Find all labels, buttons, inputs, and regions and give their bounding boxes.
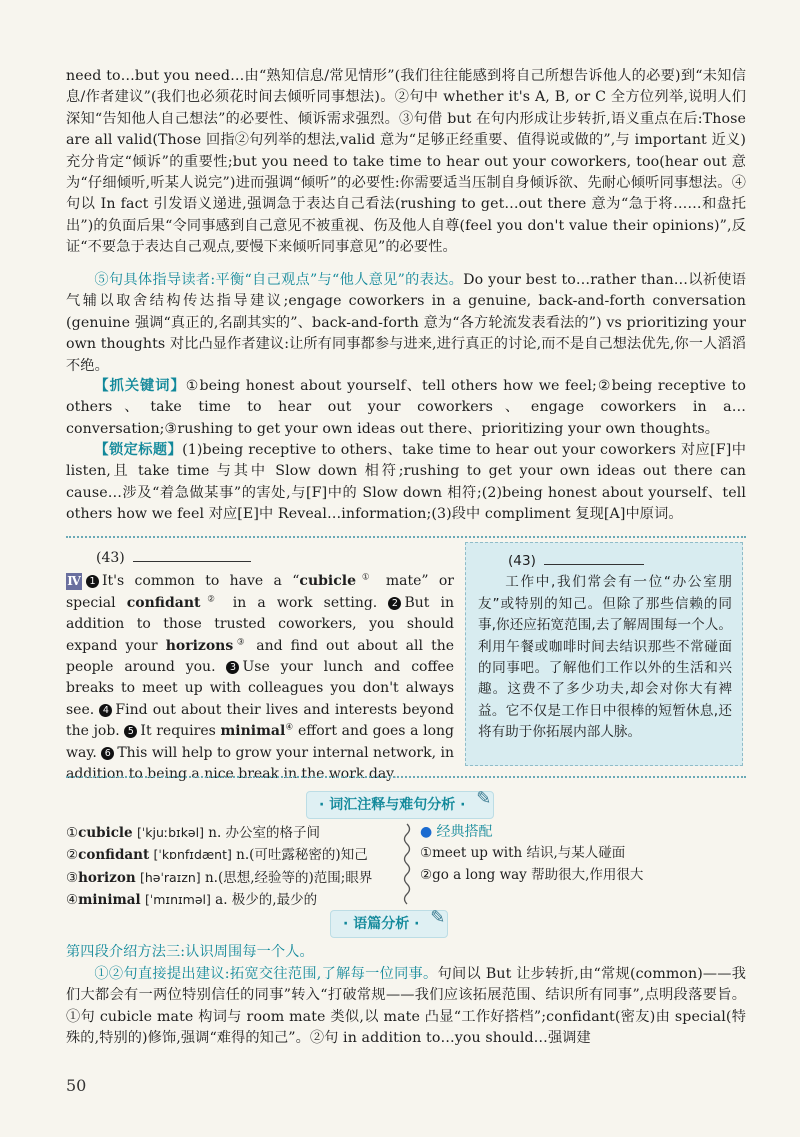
chain-divider-icon [401, 822, 413, 906]
paragraph-5-lead: ⑤句具体指导读者:平衡“自己观点”与“他人意见”的表达。 [94, 272, 464, 288]
vocab-item: ③horizon [həˈraɪzn] n.(思想,经验等的)范围;眼界 [66, 869, 373, 886]
sentence-text: Use your lunch and coffee breaks to meet up with colleagues you don't always see. [66, 659, 454, 718]
page-number: 50 [66, 1076, 87, 1095]
keywords-paragraph [66, 376, 746, 440]
question-number: (43) [96, 550, 125, 566]
bullet-icon: ● [420, 824, 433, 840]
vocab-ref: ① [355, 572, 376, 583]
analysis-heading: 第四段介绍方法三:认识周围每一个人。 [66, 944, 314, 960]
sentence-text: in a work setting. [221, 594, 389, 611]
sentence-number: 6 [101, 747, 114, 760]
collocation-item: ②go a long way 帮助很大,作用很大 [420, 866, 644, 883]
analysis-banner-label: · 语篇分析 · [343, 916, 420, 932]
collocation-item: ①meet up with 结识,与某人碰面 [420, 845, 626, 862]
vocab-item: ④minimal [ˈmɪnɪməl] a. 极少的,最少的 [66, 891, 318, 908]
vocab-ref: ④ [285, 722, 294, 733]
sentence-text: effort and goes a long way. [66, 723, 455, 761]
paragraph-5-body: Do your best to…rather than…以祈使语气辅以取舍结构传达指导建议;engage coworkers in a genuine, back-and-forth conversation (genuine 强调“真正的,名副其实的”、back-and-forth 意为“各方轮流发表看法的”) vs prioritizing your own thoughts 对比凸显作者建议:让所有同事都参与进来,进行真正的讨论,而不是自己想法优先,你一人滔滔不绝。 [66, 272, 746, 374]
vocab-word: cubicle [299, 573, 356, 590]
vocab-ref: ② [200, 594, 222, 605]
sentence-number: 1 [86, 575, 99, 588]
paragraph-marker: Ⅳ [67, 574, 81, 589]
question-43-line [96, 548, 454, 569]
vocab-word: horizons [165, 637, 234, 654]
translation-question-number: (43) [508, 553, 536, 569]
translation-answer-blank[interactable] [544, 552, 644, 565]
passage-translation-box [465, 542, 743, 766]
vocab-item: ②confidant [ˈkɒnfɪdænt] n.(可吐露秘密的)知己 [66, 847, 368, 864]
sentence-text: This will help to grow your internal network, in addition to being a nice break in the work day. [66, 744, 455, 783]
vocab-item: ①cubicle [ˈkjuːbɪkəl] n. 办公室的格子间 [66, 825, 321, 841]
collocations-title: ● 经典搭配 [420, 824, 493, 840]
vocab-ref: ③ [233, 636, 249, 647]
title-lock-label: 【锁定标题】 [94, 442, 183, 458]
analysis-paragraph-continued: need to…but you need…由“熟知信息/常见情形”(我们往往能感到将自己所想告诉他人的必要)到“未知信息/作者建议”(我们也必须花时间去倾听同事想法)。②句中 whether it's A, B, or C 全方位列举,说明人们深知“告知他人自己想法”的必要性、倾诉需求强烈。③句借 but 在句内形成让步转折,语义重点在后:Those are all valid(Those 回指②句列举的想法,valid 意为“足够正经重要、值得说或做的”,与 important 近义)充分肯定“倾诉”的重要性;but you need to take time to hear out your coworkers, too(hear out 意为“仔细倾听,听某人说完”)进而强调“倾听”的必要性:你需要适当压制自身倾诉欲、先耐心倾听同事想法。④句以 In fact 引发语义递进,强调急于表达自己看法(rushing to get…out there 意为“急于将……和盘托出”)的负面后果“令同事感到自己意见不被重视、伤及他人自尊(feel you don't value their opinions)”,反证“不要急于表达自己观点,要慢下来倾听同事意见”的必要性。 [66, 68, 746, 256]
sentence-text: Find out about their lives and interests beyond the job. [66, 701, 454, 740]
sentence-number: 2 [388, 597, 401, 610]
sentence-text: mate” or special [66, 573, 455, 611]
keywords-label: 【抓关键词】 [94, 378, 186, 394]
sentence-number: 4 [99, 704, 112, 717]
sentence-number: 3 [226, 661, 239, 674]
collocations [420, 822, 740, 886]
pen-icon: ✎ [476, 788, 492, 809]
analysis-paragraph-5 [66, 270, 746, 377]
vocab-banner [306, 788, 494, 819]
sentence-text: But in addition to those trusted coworkers, you should expand your [66, 594, 455, 654]
vocab-word: minimal [220, 723, 286, 740]
sentence-text: It requires [140, 723, 221, 740]
title-lock-paragraph [66, 440, 746, 526]
vocab-list [66, 822, 406, 911]
analysis-paragraph: ①②句直接提出建议:拓宽交往范围,了解每一位同事。句间以 But 让步转折,由“常规(common)——我们大都会有一两位特别信任的同事”转入“打破常规——我们应该拓展范围、结识所有同事”,点明段落要旨。①句 cubicle mate 构词与 room mate 类似,以 mate 凸显“工作好搭档”;confidant(密友)由 special(特殊的,特别的)修饰,强调“难得的知己”。②句 in addition to…you should…强调建 [66, 966, 746, 1047]
pen-icon: ✎ [430, 907, 446, 928]
sentence-text: It's common to have a “ [102, 573, 300, 590]
passage-body [66, 571, 454, 785]
section-divider-bottom [66, 776, 746, 778]
sentence-text: and find out about all the people around you. [66, 637, 454, 676]
vocab-word: confidant [126, 594, 201, 611]
translation-question-line [508, 551, 732, 572]
answer-blank[interactable] [133, 549, 251, 562]
analysis-banner [330, 907, 448, 938]
section-divider-top [66, 536, 746, 538]
translation-text: 工作中,我们常会有一位“办公室朋友”或特别的知己。但除了那些信赖的同事,你还应拓宽范围,去了解周围每一个人。利用午餐或咖啡时间去结识那些不常碰面的同事吧。了解他们工作以外的生活和兴趣。这费不了多少功夫,却会对你大有裨益。它不仅是工作日中很棒的短暂休息,还将有助于你拓展内部人脉。 [478, 574, 732, 741]
sentence-number: 5 [124, 725, 137, 738]
keywords-body: ①being honest about yourself、tell others how we feel;②being receptive to others、take time to hear out your coworkers、engage coworkers in a…conversation;③rushing to get your own ideas out there、prioritizing your own thoughts。 [66, 378, 746, 437]
title-lock-body: (1)being receptive to others、take time to hear out your coworkers 对应[F]中 listen,且 take time 与其中 Slow down 相符;rushing to get your own ideas out there can cause…涉及“着急做某事”的害处,与[F]中的 Slow down 相符;(2)being honest about yourself、tell others how we feel 对应[E]中 Reveal…information;(3)段中 compliment 复现[A]中原词。 [66, 442, 746, 523]
vocab-banner-label: · 词汇注释与难句分析 · [319, 797, 466, 813]
passage-english [66, 548, 454, 785]
